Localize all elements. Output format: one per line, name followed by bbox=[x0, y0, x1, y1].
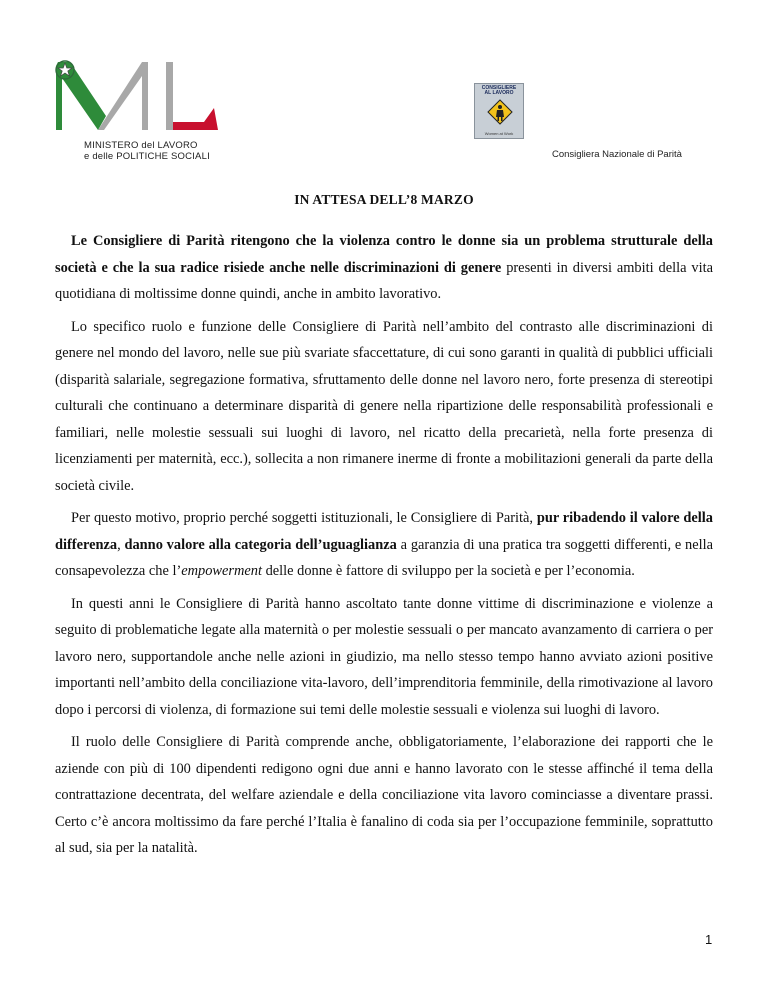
p3-a: Per questo motivo, proprio perché soggetti istituzionali, le Consigliere di Parità, bbox=[71, 510, 537, 526]
paragraph-2: Lo specifico ruolo e funzione delle Consigliere di Parità nell’ambito del contrasto alle discriminazioni di genere nel mondo del lavoro, nelle sue più svariate sfaccettature, di cui sono garanti in qualità di pubblici ufficiali (disparità salariale, segregazione formativa, sfruttamento delle donne nel lavoro nero, forte presenza di stereotipi culturali che continuano a determinare disparità di genere nella ripartizione delle responsabilità professionali e familiari, nelle molestie sessuali sui luoghi di lavoro, nel ricatto della precarietà, nella forte presenza di licenziamenti per maternità, ecc.), sollecita a non rimanere inerme di fronte a mobilitazioni generali da parte della società civile. bbox=[55, 318, 713, 494]
poster-title bbox=[475, 86, 523, 96]
p3-c: , bbox=[117, 536, 125, 553]
p1-bold: Le Consigliere di Parità ritengono che la violenza contro le donne sia un problema strutturale della società e che la sua radice risiede anche nelle discriminazioni di genere bbox=[55, 233, 713, 276]
consigliere-poster-logo bbox=[474, 83, 524, 139]
p3-bold-2: danno valore alla categoria dell’uguaglianza bbox=[124, 536, 397, 553]
paragraph-5: Il ruolo delle Consigliere di Parità comprende anche, obbligatoriamente, l’elaborazione dei rapporti che le aziende con più di 100 dipendenti redigono ogni due anni e hanno lavorato con le stesse affinché il tema della contrattazione decentrata, del welfare aziendale e della conciliazione vita lavoro cominciasse a diventare prassi. Certo c’è ancora moltissimo da fare perché l’Italia è fanalino di coda sia per l’occupazione femminile, soprattutto al sud, sia per la natalità. bbox=[55, 734, 713, 856]
ministry-name-line1: MINISTERO del LAVORO bbox=[84, 140, 198, 151]
p3-bold-1: pur ribadendo il valore della differenza bbox=[55, 510, 713, 553]
p3-d: a garanzia di una pratica tra soggetti differenti, e nella consapevolezza che l’ bbox=[55, 536, 714, 579]
poster-title-line2: AL LAVORO bbox=[484, 90, 514, 96]
poster-footer: Women at Work bbox=[484, 131, 514, 136]
p3-e: delle donne è fattore di sviluppo per la società e per l’economia. bbox=[261, 563, 635, 579]
warning-sign-icon bbox=[487, 99, 513, 125]
p3-italic: empowerment bbox=[181, 563, 262, 579]
ministry-name-line2: e delle POLITICHE SOCIALI bbox=[84, 151, 210, 162]
document-title: IN ATTESA DELL’8 MARZO bbox=[294, 192, 474, 207]
document-body bbox=[55, 228, 713, 868]
italian-emblem-icon bbox=[54, 58, 76, 82]
paragraph-1 bbox=[55, 228, 713, 308]
ministry-logo bbox=[54, 58, 234, 168]
paragraph-3 bbox=[55, 505, 713, 585]
poster-title-line1: CONSIGLIERE bbox=[481, 85, 517, 91]
header-right-label: Consigliera Nazionale di Parità bbox=[552, 149, 682, 160]
p1-rest: presenti in diversi ambiti della vita quotidiana di moltissime donne quindi, anche in ambito lavorativo. bbox=[55, 259, 713, 302]
ml-logo-mark bbox=[54, 58, 234, 138]
page-number: 1 bbox=[705, 932, 713, 947]
paragraph-4: In questi anni le Consigliere di Parità hanno ascoltato tante donne vittime di discriminazione e violenze a seguito di problematiche legate alla maternità o per molestie sessuali o per mancato avanzamento di carriera o per lavoro nero, supportandole anche nelle azioni in giudizio, ma nello stesso tempo hanno avviato azioni positive importanti nell’ambito della conciliazione vita-lavoro, dell’imprenditoria femminile, della rimotivazione al lavoro dopo i percorsi di violenza, di formazione sui temi delle molestie sessuali e violenza sui luoghi di lavoro. bbox=[55, 595, 713, 718]
